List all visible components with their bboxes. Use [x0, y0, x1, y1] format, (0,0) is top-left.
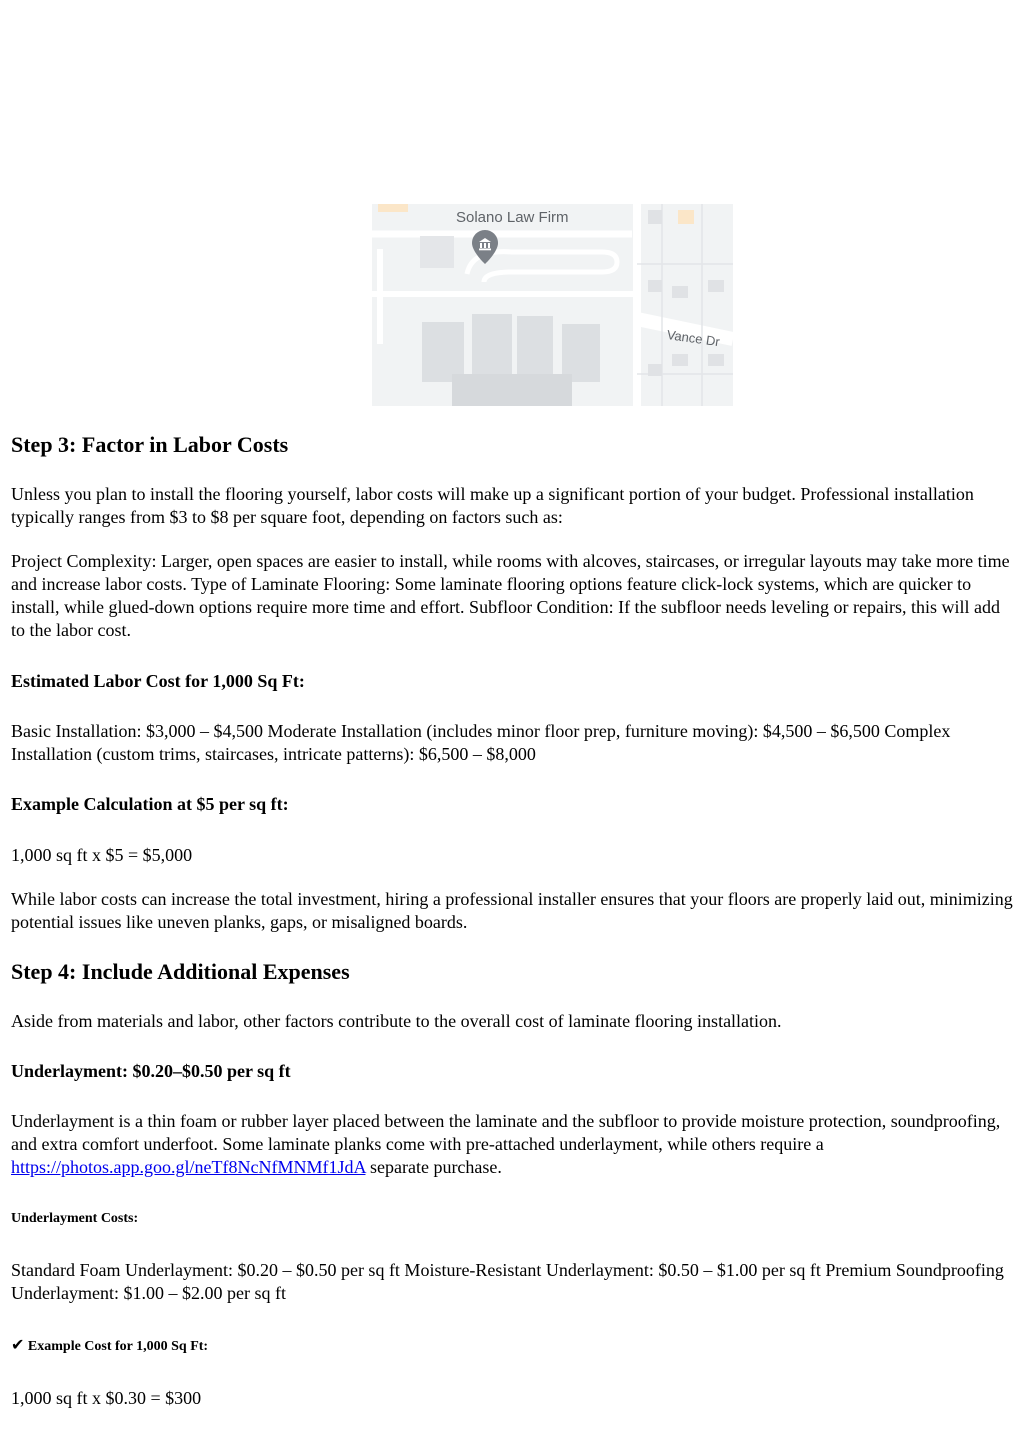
step3-factors: Project Complexity: Larger, open spaces are easier to install, while rooms with alcoves, staircases, or irregular layouts may take more time and increase labor costs. Type of Laminate Flooring: Some laminate flooring options feature click-lock systems, which are quicker to install, while glued-down options require more time and effort. Subfloor Condition: If the subfloor needs leveling or repairs, this will add to the labor cost.: [11, 551, 1010, 640]
museum-pin-icon: [472, 230, 498, 264]
step4-heading: Step 4: Include Additional Expenses: [11, 959, 350, 984]
underlayment-heading: Underlayment: $0.20–$0.50 per sq ft: [11, 1061, 291, 1081]
underlayment-costs-heading: Underlayment Costs:: [11, 1211, 139, 1226]
underlayment-text: [11, 1110, 1016, 1179]
underlayment-costs-text: Standard Foam Underlayment: $0.20 – $0.50 per sq ft Moisture-Resistant Underlayment: $0.50 – $1.00 per sq ft Premium Soundproofing Underlayment: $1.00 – $2.00 per sq ft: [11, 1260, 1004, 1303]
step4-intro: Aside from materials and labor, other factors contribute to the overall cost of laminate flooring installation.: [11, 1011, 782, 1031]
underlayment-example-text: 1,000 sq ft x $0.30 = $300: [11, 1388, 202, 1408]
step3-closing: While labor costs can increase the total investment, hiring a professional installer ensures that your floors are properly laid out, minimizing potential issues like uneven planks, gaps, or misaligned boards.: [11, 889, 1013, 932]
underlayment-text-before: Underlayment is a thin foam or rubber layer placed between the laminate and the subfloor to provide moisture protection, soundproofing, and extra comfort underfoot. Some laminate planks come with pre-attached underlayment, while others require a: [11, 1111, 1001, 1154]
step3-heading: Step 3: Factor in Labor Costs: [11, 432, 289, 457]
map-place-label: Solano Law Firm: [456, 209, 569, 226]
checkmark-icon: ✔: [11, 1335, 25, 1354]
underlayment-photo-link[interactable]: https://photos.app.goo.gl/neTf8NcNfMNMf1JdA: [11, 1157, 366, 1177]
map-image: [372, 204, 733, 406]
step3-intro: Unless you plan to install the flooring yourself, labor costs will make up a significant portion of your budget. Professional installation typically ranges from $3 to $8 per square foot, depending on factors such as:: [11, 484, 974, 527]
article-content: [11, 430, 1016, 1410]
labor-estimate-text: Basic Installation: $3,000 – $4,500 Moderate Installation (includes minor floor prep, furniture moving): $4,500 – $6,500 Complex Installation (custom trims, staircases, intricate patterns): $6,500 – $8,000: [11, 721, 951, 764]
labor-example-heading: Example Calculation at $5 per sq ft:: [11, 794, 289, 814]
map-street-label: Vance Dr: [665, 327, 721, 350]
underlayment-example-heading: [11, 1335, 1016, 1357]
map-background: [372, 204, 733, 406]
underlayment-example-label: Example Cost for 1,000 Sq Ft:: [27, 1339, 209, 1354]
labor-example-text: 1,000 sq ft x $5 = $5,000: [11, 845, 193, 865]
underlayment-text-after: separate purchase.: [365, 1157, 502, 1177]
labor-estimate-heading: Estimated Labor Cost for 1,000 Sq Ft:: [11, 671, 305, 691]
